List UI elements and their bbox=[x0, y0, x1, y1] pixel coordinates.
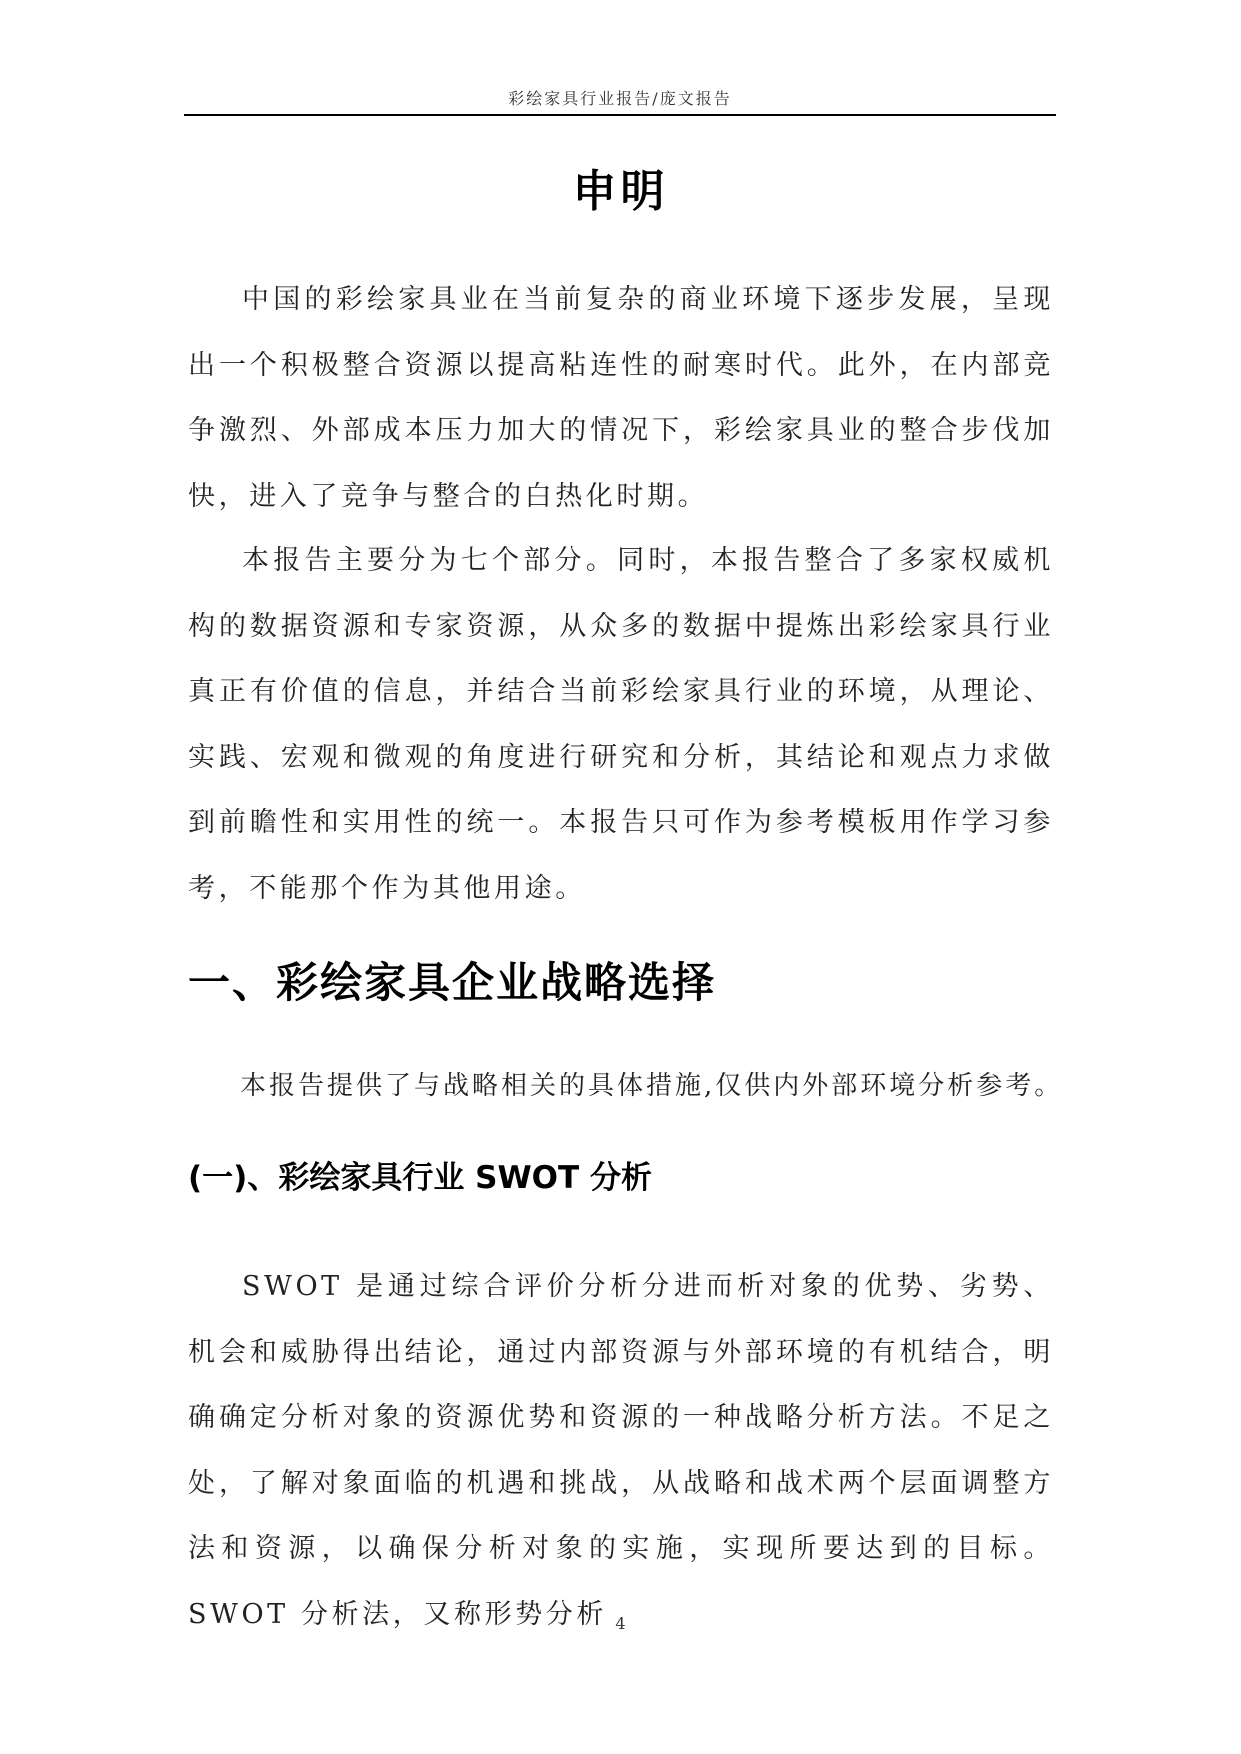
section-heading: 一、彩绘家具企业战略选择 bbox=[188, 958, 717, 1007]
header-divider bbox=[184, 114, 1056, 116]
section-intro: 本报告提供了与战略相关的具体措施,仅供内外部环境分析参考。 bbox=[240, 1071, 1064, 1101]
statement-paragraph-1: 中国的彩绘家具业在当前复杂的商业环境下逐步发展，呈现出一个积极整合资源以提高粘连性的耐寒时代。此外，在内部竞争激烈、外部成本压力加大的情况下，彩绘家具业的整合步伐加快，进入了竞争与整合的白热化时期。 bbox=[188, 284, 1054, 512]
page-number: 4 bbox=[615, 1614, 626, 1633]
swot-subheading: (一)、彩绘家具行业 SWOT 分析 bbox=[188, 1160, 652, 1196]
statement-title: 申明 bbox=[572, 166, 669, 217]
swot-paragraph: SWOT 是通过综合评价分析分进而析对象的优势、劣势、机会和威胁得出结论，通过内部资源与外部环境的有机结合，明确确定分析对象的资源优势和资源的一种战略分析方法。不足之处，了解对象面临的机遇和挑战，从战略和战术两个层面调整方法和资源，以确保分析对象的实施，实现所要达到的目标。 SWOT 分析法，又称形势分析 bbox=[188, 1271, 1054, 1630]
statement-paragraph-2: 本报告主要分为七个部分。同时，本报告整合了多家权威机构的数据资源和专家资源，从众多的数据中提炼出彩绘家具行业真正有价值的信息，并结合当前彩绘家具行业的环境，从理论、实践、宏观和微观的角度进行研究和分析，其结论和观点力求做到前瞻性和实用性的统一。本报告只可作为参考模板用作学习参考，不能那个作为其他用途。 bbox=[188, 545, 1054, 904]
running-header: 彩绘家具行业报告/庞文报告 bbox=[508, 89, 732, 108]
